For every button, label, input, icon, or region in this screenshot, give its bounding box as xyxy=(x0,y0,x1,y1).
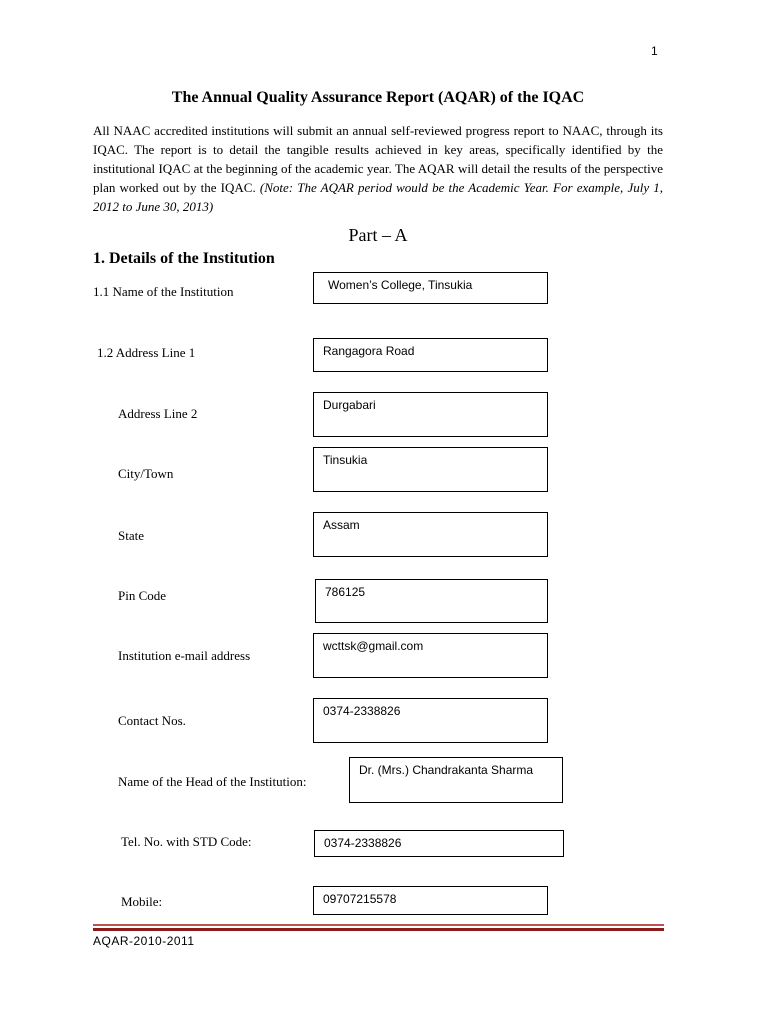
field-label-city: City/Town xyxy=(118,466,174,481)
field-head-of-institution[interactable]: Dr. (Mrs.) Chandrakanta Sharma xyxy=(349,757,563,803)
field-state[interactable]: Assam xyxy=(313,512,548,557)
field-label-pin-code: Pin Code xyxy=(118,588,167,603)
intro-paragraph xyxy=(93,121,663,216)
field-label-email: Institution e-mail address xyxy=(118,648,251,663)
footer-text: AQAR-2010-2011 xyxy=(93,934,195,948)
field-city[interactable]: Tinsukia xyxy=(313,447,548,492)
field-label-contact-nos: Contact Nos. xyxy=(118,713,186,728)
part-heading: Part – A xyxy=(348,225,408,245)
field-label-mobile: Mobile: xyxy=(121,894,163,909)
field-label-address-line-1: 1.2 Address Line 1 xyxy=(97,345,196,360)
field-address-line-1[interactable]: Rangagora Road xyxy=(313,338,548,372)
field-label-tel-no: Tel. No. with STD Code: xyxy=(121,834,252,849)
section-heading: 1. Details of the Institution xyxy=(93,250,275,267)
field-institution-name[interactable]: Women’s College, Tinsukia xyxy=(313,272,548,304)
field-address-line-2[interactable]: Durgabari xyxy=(313,392,548,437)
footer-rule-dark xyxy=(93,928,664,931)
intro-note: (Note: The AQAR period would be the Academic Year. For example, July 1, 2012 to June 30, 2013) xyxy=(93,180,664,214)
field-mobile[interactable]: 09707215578 xyxy=(313,886,548,915)
field-label-state: State xyxy=(118,528,144,543)
field-label-institution-name: 1.1 Name of the Institution xyxy=(93,284,234,299)
footer-rule-light xyxy=(93,924,664,926)
field-pin-code[interactable]: 786125 xyxy=(315,579,548,623)
field-label-address-line-2: Address Line 2 xyxy=(118,406,198,421)
intro-text: All NAAC accredited institutions will submit an annual self-reviewed progress report to NAAC, through its IQAC. The report is to detail the tangible results achieved in key areas, specifically identified by the institutional IQAC at the beginning of the academic year. The AQAR will detail the results of the perspective plan worked out by the IQAC. xyxy=(93,123,663,195)
page-title: The Annual Quality Assurance Report (AQAR) of the IQAC xyxy=(171,89,585,106)
field-label-head-of-institution: Name of the Head of the Institution: xyxy=(118,774,307,789)
field-contact-nos[interactable]: 0374-2338826 xyxy=(313,698,548,743)
field-tel-no[interactable]: 0374-2338826 xyxy=(314,830,564,857)
page-number: 1 xyxy=(651,44,658,58)
field-email[interactable]: wcttsk@gmail.com xyxy=(313,633,548,678)
